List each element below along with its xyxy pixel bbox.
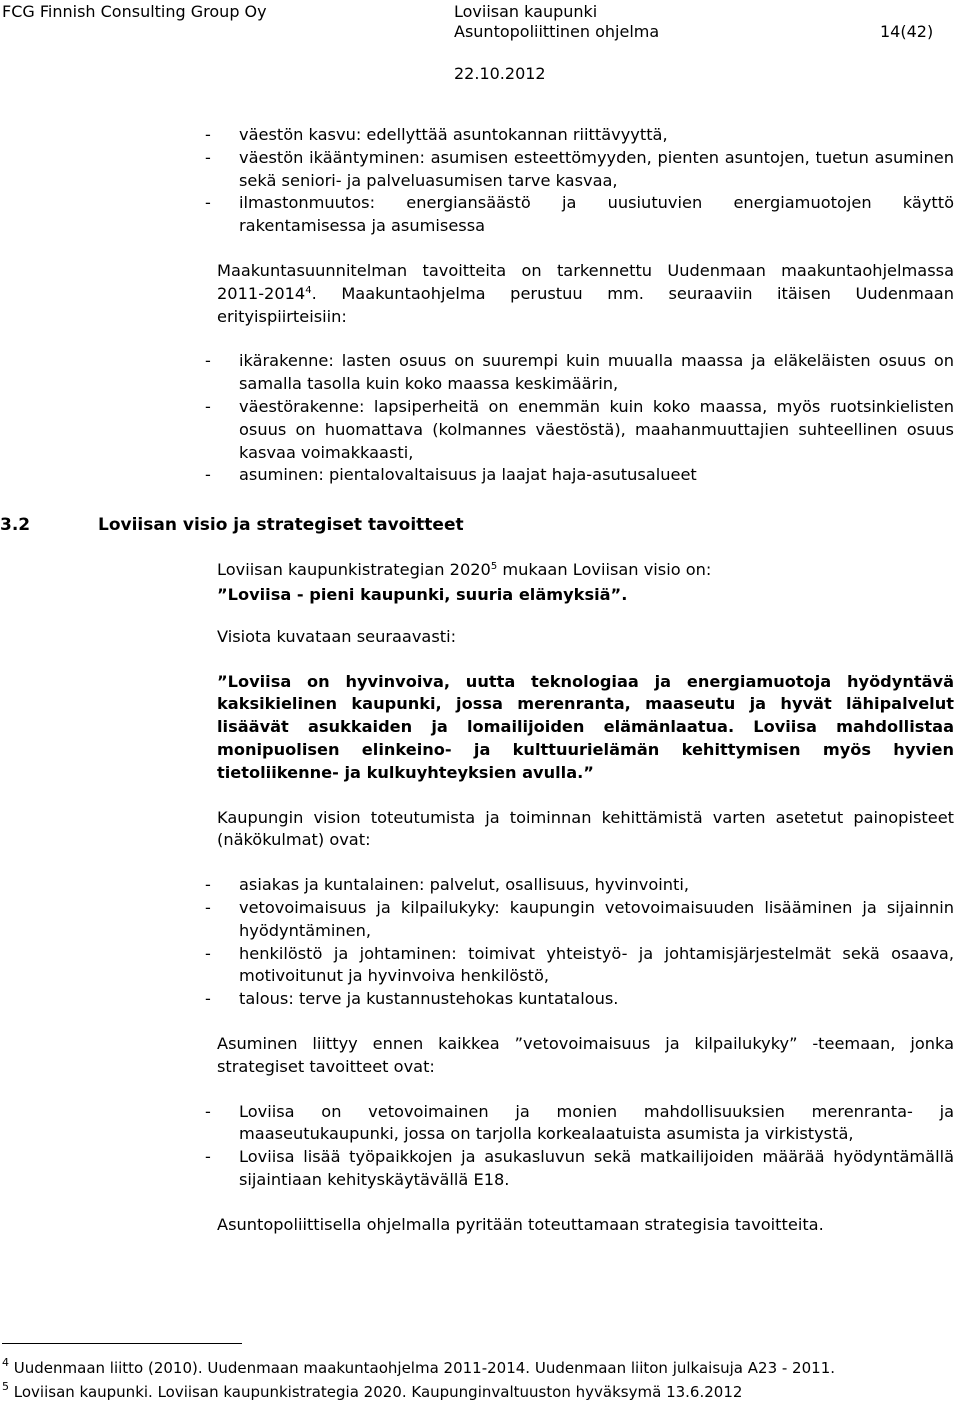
footnote-text: Uudenmaan liitto (2010). Uudenmaan maakuntaohjelma 2011-2014. Uudenmaan liiton julkaisuja A23 - 2011. <box>9 1359 836 1377</box>
goals-list <box>217 1101 954 1192</box>
maakunta-paragraph <box>217 260 954 328</box>
paragraph-text: . Maakuntaohjelma perustuu mm. seuraaviin itäisen Uudenmaan erityispiirteisiin: <box>217 283 954 326</box>
vision-short: ”Loviisa - pieni kaupunki, suuria elämyksiä”. <box>217 584 628 604</box>
footnote-number: 4 <box>2 1356 9 1369</box>
vision-desc-label: Visiota kuvataan seuraavasti: <box>217 626 457 646</box>
list-item: - väestörakenne: lapsiperheitä on enemmän kuin koko maassa, myös ruotsinkielisten osuus on huomattava (kolmannes väestöstä), maahanmuuttajien suhteellinen osuus kasvaa voimakkaasti, <box>205 396 954 464</box>
features-list <box>217 350 954 487</box>
header-date: 22.10.2012 <box>454 64 546 83</box>
list-item: - väestön kasvu: edellyttää asuntokannan riittävyyttä, <box>205 124 954 147</box>
focus-intro: Kaupungin vision toteutumista ja toiminnan kehittämistä varten asetetut painopisteet (näkökulmat) ovat: <box>217 807 954 850</box>
trends-list <box>217 124 954 238</box>
list-item: - talous: terve ja kustannustehokas kuntatalous. <box>205 988 954 1011</box>
footnote-number: 5 <box>2 1380 9 1393</box>
section-heading <box>0 513 954 537</box>
header-city: Loviisan kaupunki <box>454 2 598 21</box>
footnote-ref: 4 <box>305 284 312 296</box>
footnote-divider <box>2 1343 242 1344</box>
header-company: FCG Finnish Consulting Group Oy <box>2 2 267 21</box>
housing-intro: Asuminen liittyy ennen kaikkea ”vetovoimaisuus ja kilpailukyky” -teemaan, jonka strategiset tavoitteet ovat: <box>217 1033 954 1076</box>
list-item: - ikärakenne: lasten osuus on suurempi kuin muualla maassa ja eläkeläisten osuus on samalla tasolla kuin koko maassa keskimäärin, <box>205 350 954 396</box>
page-header <box>0 0 960 83</box>
list-item: - asuminen: pientalovaltaisuus ja laajat haja-asutusalueet <box>205 464 954 487</box>
section-number: 3.2 <box>0 515 31 536</box>
vision-long: ”Loviisa on hyvinvoiva, uutta teknologiaa ja energiamuotoja hyödyntävä kaksikielinen kaupunki, jossa merenranta, maaseutu ja hyvät lähipalvelut lisäävät asukkaiden ja lomailijoiden elämänlaatua. Loviisa mahdollistaa monipuolisen elinkeino- ja kulttuurielämän kehittymisen myös hyvien tietoliikenne- ja kulkuyhteyksien avulla.” <box>217 671 954 782</box>
footnote-ref: 5 <box>490 561 498 573</box>
page-content <box>0 124 954 1236</box>
list-item: - ilmastonmuutos: energiansäästö ja uusiutuvien energiamuotojen käyttö rakentamisessa ja asumisessa <box>205 192 954 238</box>
paragraph-text: mukaan Loviisan visio on: <box>497 560 712 580</box>
footnote-text: Loviisan kaupunki. Loviisan kaupunkistrategia 2020. Kaupunginvaltuuston hyväksymä 13.6.2012 <box>9 1383 743 1401</box>
list-item: - henkilöstö ja johtaminen: toimivat yhteistyö- ja johtamisjärjestelmät sekä osaava, motivoitunut ja hyvinvoiva henkilöstö, <box>205 943 954 989</box>
list-item: - vetovoimaisuus ja kilpailukyky: kaupungin vetovoimaisuuden lisääminen ja sijainnin hyödyntäminen, <box>205 897 954 943</box>
section-title: Loviisan visio ja strategiset tavoitteet <box>98 515 464 536</box>
list-item: - asiakas ja kuntalainen: palvelut, osallisuus, hyvinvointi, <box>205 874 954 897</box>
footnote <box>2 1380 958 1404</box>
focus-list <box>217 874 954 1011</box>
footnotes <box>2 1356 958 1404</box>
list-item: - väestön ikääntyminen: asumisen esteettömyyden, pienten asuntojen, tuetun asuminen sekä seniori- ja palveluasumisen tarve kasvaa, <box>205 147 954 193</box>
header-page-number: 14(42) <box>880 22 934 41</box>
strategy-intro <box>217 559 954 582</box>
paragraph-text: Loviisan kaupunkistrategian 2020 <box>217 560 491 580</box>
paragraph-text: Maakuntasuunnitelman tavoitteita on tarkennettu Uudenmaan maakuntaohjelmassa 2011-2014 <box>217 260 954 303</box>
list-item: - Loviisa on vetovoimainen ja monien mahdollisuuksien merenranta- ja maaseutukaupunki, jossa on tarjolla korkealaatuista asumista ja virkistystä, <box>205 1101 954 1147</box>
list-item: - Loviisa lisää työpaikkojen ja asukasluvun sekä matkailijoiden määrää hyödyntämällä sijaintiaan kehityskäytävällä E18. <box>205 1146 954 1192</box>
header-program: Asuntopoliittinen ohjelma <box>454 22 660 41</box>
closing-paragraph: Asuntopoliittisella ohjelmalla pyritään toteuttamaan strategisia tavoitteita. <box>217 1214 824 1234</box>
footnote <box>2 1356 958 1380</box>
